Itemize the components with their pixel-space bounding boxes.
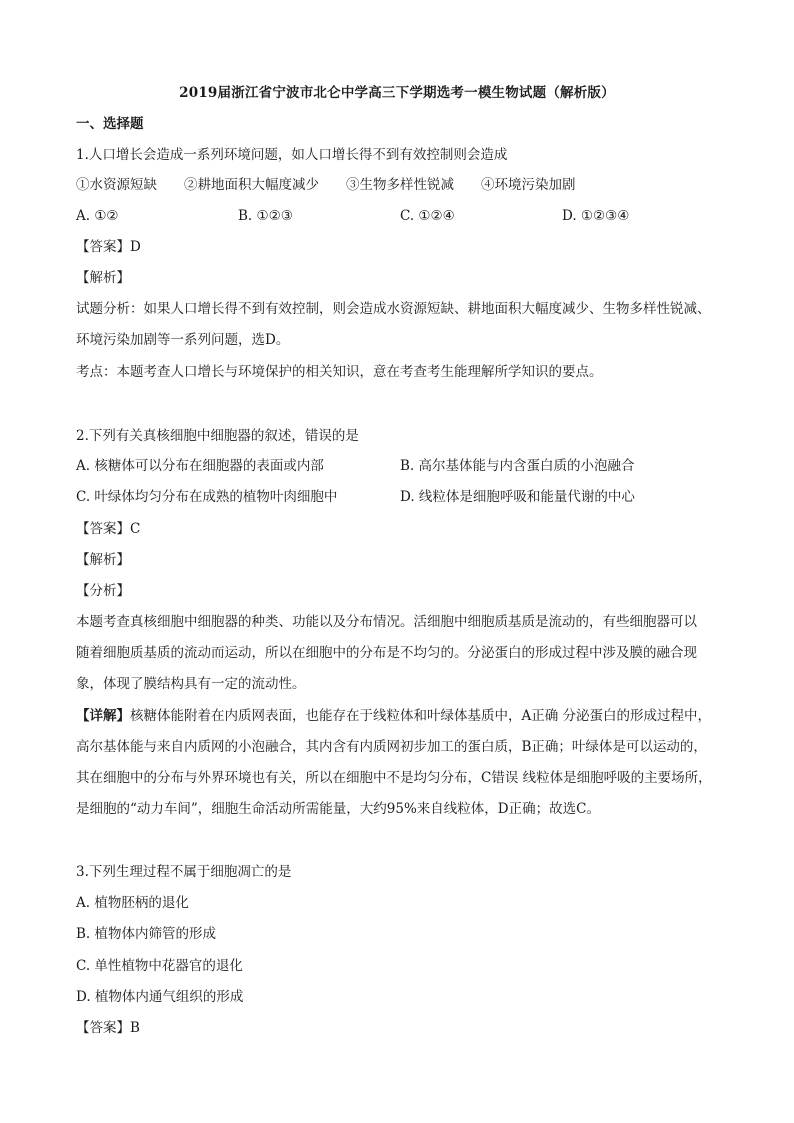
q1-answer: 【答案】D	[76, 239, 141, 255]
q1-option-d: D. ①②③④	[562, 208, 630, 224]
q1-analysis-line-1: 试题分析：如果人口增长得不到有效控制，则会造成水资源短缺、耕地面积大幅度减少、生物多样性锐减、	[76, 301, 711, 317]
q2-analysis-label: 【解析】	[76, 552, 130, 568]
q3-option-b: B. 植物体内筛管的形成	[76, 926, 217, 942]
q1-option-b: B. ①②③	[238, 208, 293, 224]
q1-option-c: C. ①②④	[400, 208, 455, 224]
q1-option-a: A. ①②	[76, 208, 119, 224]
q2-detail-line-1	[76, 706, 711, 726]
q3-option-a: A. 植物胚柄的退化	[76, 895, 189, 911]
q2-answer: 【答案】C	[76, 521, 141, 537]
q2-detail-line-3: 其在细胞中的分布与外界环境也有关，所以在细胞中不是均匀分布，C错误 线粒体是细胞呼吸的主要场所，	[76, 770, 712, 786]
q2-stem: 2.下列有关真核细胞中细胞器的叙述，错误的是	[76, 428, 359, 444]
q2-detail-line-2: 高尔基体能与来自内质网的小泡融合，其内含有内质网初步加工的蛋白质，B正确；叶绿体是可以运动的，	[76, 739, 707, 755]
section-heading: 一、选择题	[76, 116, 144, 132]
q2-detail-label: 【详解】	[76, 708, 130, 724]
q1-items: ①水资源短缺 ②耕地面积大幅度减少 ③生物多样性锐减 ④环境污染加剧	[76, 177, 576, 193]
q3-option-d: D. 植物体内通气组织的形成	[76, 989, 244, 1005]
q2-option-d: D. 线粒体是细胞呼吸和能量代谢的中心	[400, 489, 635, 505]
q1-point: 考点：本题考查人口增长与环境保护的相关知识，意在考查考生能理解所学知识的要点。	[76, 364, 603, 380]
q1-stem: 1.人口增长会造成一系列环境问题，如人口增长得不到有效控制则会造成	[76, 147, 508, 163]
q2-option-c: C. 叶绿体均匀分布在成熟的植物叶肉细胞中	[76, 489, 338, 505]
q2-detail-line-4: 是细胞的“动力车间”，细胞生命活动所需能量，大约95%来自线粒体，D正确；故选C。	[76, 801, 600, 817]
document-title: 2019届浙江省宁波市北仑中学高三下学期选考一模生物试题（解析版）	[179, 85, 615, 101]
q1-analysis-label: 【解析】	[76, 270, 130, 286]
q2-detail-text-1: 核糖体能附着在内质网表面，也能存在于线粒体和叶绿体基质中，A正确 分泌蛋白的形成过程中，	[130, 708, 712, 724]
q3-option-c: C. 单性植物中花器官的退化	[76, 958, 243, 974]
q1-analysis-line-2: 环境污染加剧等一系列问题，选D。	[76, 332, 290, 348]
q2-fenxi-line-2: 随着细胞质基质的流动而运动，所以在细胞中的分布是不均匀的。分泌蛋白的形成过程中涉及膜的融合现	[76, 645, 697, 661]
q2-fenxi-line-3: 象，体现了膜结构具有一定的流动性。	[76, 676, 306, 692]
q3-stem: 3.下列生理过程不属于细胞凋亡的是	[76, 864, 292, 880]
q2-fenxi-line-1: 本题考查真核细胞中细胞器的种类、功能以及分布情况。活细胞中细胞质基质是流动的，有些细胞器可以	[76, 614, 697, 630]
q2-option-a: A. 核糖体可以分布在细胞器的表面或内部	[76, 458, 324, 474]
q2-fenxi-label: 【分析】	[76, 583, 130, 599]
q3-answer: 【答案】B	[76, 1020, 140, 1036]
q2-option-b: B. 高尔基体能与内含蛋白质的小泡融合	[400, 458, 635, 474]
